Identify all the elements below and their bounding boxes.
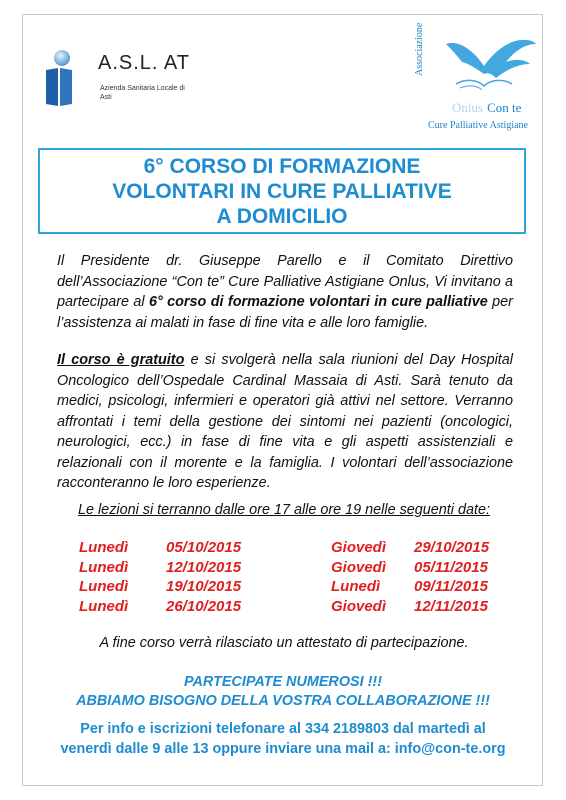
date-row (79, 598, 279, 618)
date-value: 09/11/2015 (414, 578, 488, 595)
appeal-line-2: ABBIAMO BISOGNO DELLA VOSTRA COLLABORAZIONE !!! (76, 693, 490, 709)
date-day: Giovedì (331, 597, 387, 615)
intro-text-1: Il Presidente dr. Giuseppe Parello e il Comitato Direttivo dell’Associazione “Con te” Cure Palliative Astigiane Onlus, Vi invitano a partecipare al (57, 253, 513, 310)
asl-emblem-icon (44, 48, 74, 108)
asl-name: A.S.L. AT (98, 52, 190, 74)
date-row (79, 559, 279, 579)
date-day: Giovedì (331, 558, 387, 576)
date-row (331, 598, 501, 618)
date-value: 05/11/2015 (414, 558, 488, 576)
conte-logo (414, 22, 538, 136)
date-row (331, 559, 501, 579)
conte-vertical-label: Associazione (414, 22, 425, 76)
free-course-note: Il corso è gratuito (57, 352, 185, 368)
appeal-line-1: PARTECIPATE NUMEROSI !!! (183, 674, 382, 690)
date-day: Lunedì (79, 578, 129, 595)
asl-logo (44, 48, 194, 108)
date-row (79, 539, 279, 559)
date-value: 26/10/2015 (166, 597, 242, 615)
conte-subtitle: Cure Palliative Astigiane (428, 120, 528, 131)
conte-name-faded: Onlus (452, 100, 484, 115)
date-row (331, 578, 501, 598)
title-box (38, 148, 526, 234)
date-day: Lunedì (79, 597, 129, 615)
conte-name-main: Con te (487, 100, 522, 115)
contact-info (40, 720, 526, 759)
contact-line-1: Per info e iscrizioni telefonare al 334 2189803 dal martedì al (80, 721, 486, 737)
title-line-1: 6° CORSO DI FORMAZIONE (143, 155, 421, 178)
date-day: Lunedì (79, 539, 129, 556)
intro-text-2: per l’assistenza ai malati in fase di fine vita e alle loro famiglie. (57, 294, 513, 331)
contact-line-2: venerdì dalle 9 alle 13 oppure inviare una mail a: info@con-te.org (60, 740, 506, 757)
date-value: 12/10/2015 (166, 558, 242, 576)
certificate-note: A fine corso verrà rilasciato un attestato di partecipazione. (99, 635, 469, 651)
title-line-2: VOLONTARI IN CURE PALLIATIVE (112, 180, 452, 203)
date-row (79, 578, 279, 598)
intro-course-name: 6° corso di formazione volontari in cure palliative (148, 294, 488, 310)
dates-left-column (79, 539, 279, 617)
details-text: e si svolgerà nella sala riunioni del Day Hospital Oncologico dell’Ospedale Cardinal Massaia di Asti. Sarà tenuto da medici, psicologi, infermieri e operatori già attivi nel settore. Verranno affrontati i temi della gestione dei sintomi nei pazienti (oncologici, neurologici, ecc.) in fase di fine vita e gli aspetti assistenziali e relazionali con il morente e la famiglia. I volontari dell’associazione racconteranno le loro esperienze. (57, 352, 513, 491)
asl-subtitle: Azienda Sanitaria Locale di Asti (100, 85, 185, 101)
title-line-3: A DOMICILIO (216, 205, 348, 228)
date-value: 12/11/2015 (414, 597, 488, 615)
lessons-intro: Le lezioni si terranno dalle ore 17 alle ore 19 nelle seguenti date: (77, 502, 490, 518)
appeal-text (40, 673, 526, 711)
dates-right-column (331, 539, 501, 617)
date-value: 05/10/2015 (166, 539, 242, 556)
date-row (331, 539, 501, 559)
intro-paragraph (57, 251, 513, 333)
conte-name (452, 100, 521, 116)
date-day: Giovedì (331, 539, 387, 556)
date-value: 29/10/2015 (414, 539, 490, 556)
date-value: 19/10/2015 (166, 578, 242, 595)
date-day: Lunedì (331, 578, 381, 595)
date-day: Lunedì (79, 558, 129, 576)
details-paragraph (57, 350, 513, 494)
